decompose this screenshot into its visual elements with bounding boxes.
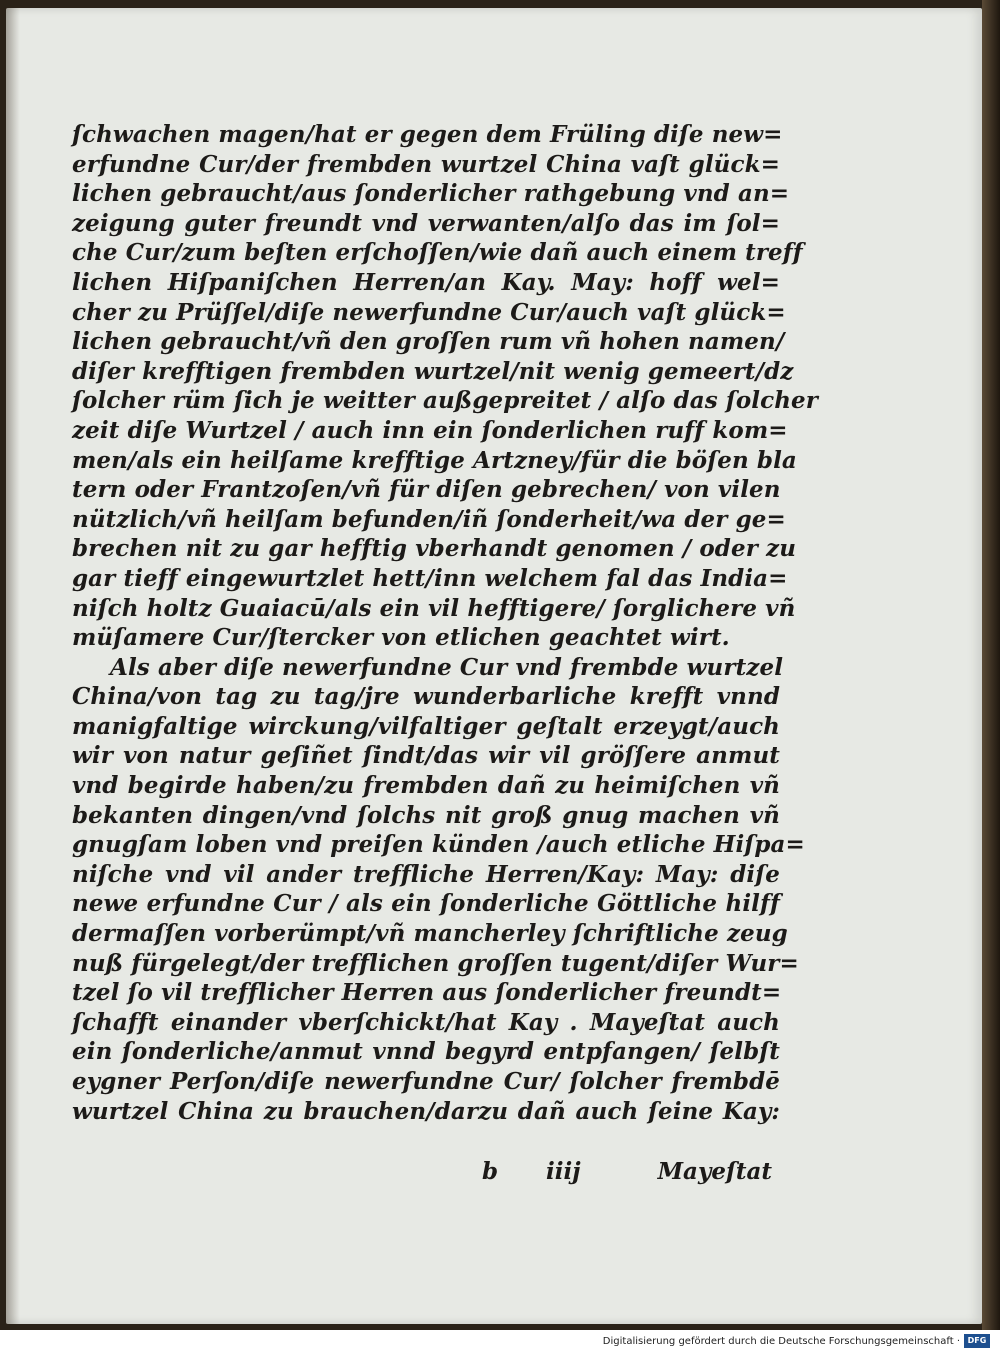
text-line: müſamere Cur/ſtercker von etlichen geachtet wirt. — [72, 624, 730, 652]
text-line: vnd begirde haben/zu frembden dañ zu heimiſchen vñ — [72, 772, 780, 800]
dfg-logo: DFG — [964, 1334, 990, 1348]
text-line: niſch holtz Guaiacū/als ein vil hefftigere/ ſorglichere vñ — [72, 594, 796, 622]
text-line: niſche vnd vil ander treffliche Herren/Kay: May: diſe — [72, 860, 780, 888]
text-line: gnugſam loben vnd preiſen künden /auch etliche Hiſpa= — [72, 831, 805, 859]
text-line: China/von tag zu tag/jre wunderbarliche krefft vnnd — [72, 683, 780, 711]
text-line: Als aber diſe newerfundne Cur vnd frembde wurtzel — [110, 653, 784, 681]
text-line: ſchafft einander vberſchickt/hat Kay . Mayeſtat auch — [72, 1008, 780, 1036]
text-line: bekanten dingen/vnd ſolchs nit groß gnug machen vñ — [72, 801, 780, 829]
signature-mark: b — [482, 1158, 499, 1185]
text-line: nützlich/vñ heilſam befunden/iñ ſonderheit/wa der ge= — [72, 505, 786, 533]
text-line: gar tieff eingewurtzlet hett/inn welchem fal das India= — [72, 564, 788, 592]
text-line: erfundne Cur/der frembden wurtzel China vaſt glück= — [72, 150, 780, 178]
text-line: ſolcher rüm ſich je weitter außgepreitet / alſo das ſolcher — [72, 387, 818, 415]
text-line: lichen gebraucht/aus ſonderlicher rathgebung vnd an= — [72, 180, 790, 208]
text-line: che Cur/zum beſten erſchoſſen/wie dañ auch einem treff — [72, 239, 803, 267]
text-line: lichen Hiſpaniſchen Herren/an Kay. May: hoff wel= — [72, 268, 780, 296]
text-line: newe erfundne Cur / als ein ſonderliche Göttliche hilff — [72, 890, 780, 918]
text-line: zeigung guter freundt vnd verwanten/alſo das im ſol= — [72, 209, 780, 237]
page-text-block — [72, 120, 818, 1126]
text-line: zeit diſe Wurtzel / auch inn ein ſonderlichen ruff kom= — [72, 416, 788, 444]
footer-bar — [0, 1330, 1000, 1354]
text-line: manigfaltige wirckung/vilfaltiger geſtalt erzeygt/auch — [72, 712, 780, 740]
text-line: men/als ein heilſame krefftige Artzney/für die böſen bla — [72, 446, 797, 474]
signature-line — [72, 1158, 772, 1190]
book-page — [6, 8, 982, 1324]
text-line: diſer krefftigen frembden wurtzel/nit wenig gemeert/dz — [72, 357, 794, 385]
text-line: tern oder Frantzoſen/vñ für diſen gebrechen/ von vilen — [72, 476, 781, 504]
text-line: cher zu Prüſſel/diſe newerfundne Cur/auch vaſt glück= — [72, 298, 786, 326]
text-line: brechen nit zu gar hefftig vberhandt genomen / oder zu — [72, 535, 797, 563]
page-edge-shadow — [982, 0, 1000, 1330]
text-line: wurtzel China zu brauchen/darzu dañ auch ſeine Kay: — [72, 1097, 780, 1125]
text-line: dermaſſen vorberümpt/vñ mancherley ſchriftliche zeug — [72, 920, 788, 948]
funding-credit: Digitalisierung gefördert durch die Deutsche Forschungsgemeinschaft · — [602, 1336, 960, 1347]
catchword: Mayeſtat — [657, 1158, 772, 1185]
text-line: ſchwachen magen/hat er gegen dem Früling diſe new= — [72, 121, 783, 148]
text-line: nuß fürgelegt/der trefflichen groſſen tugent/diſer Wur= — [72, 949, 799, 977]
signature-number: iiij — [546, 1158, 581, 1185]
text-line: lichen gebraucht/vñ den groſſen rum vñ hohen namen/ — [72, 328, 785, 356]
text-line: wir von natur geſiñet ſindt/das wir vil gröſſere anmut — [72, 742, 780, 770]
text-line: tzel ſo vil trefflicher Herren aus ſonderlicher freundt= — [72, 979, 782, 1007]
text-line: ein ſonderliche/anmut vnnd begyrd entpfangen/ ſelbſt — [72, 1038, 780, 1066]
text-line: eygner Perſon/diſe newerfundne Cur/ ſolcher frembdē — [72, 1068, 780, 1095]
